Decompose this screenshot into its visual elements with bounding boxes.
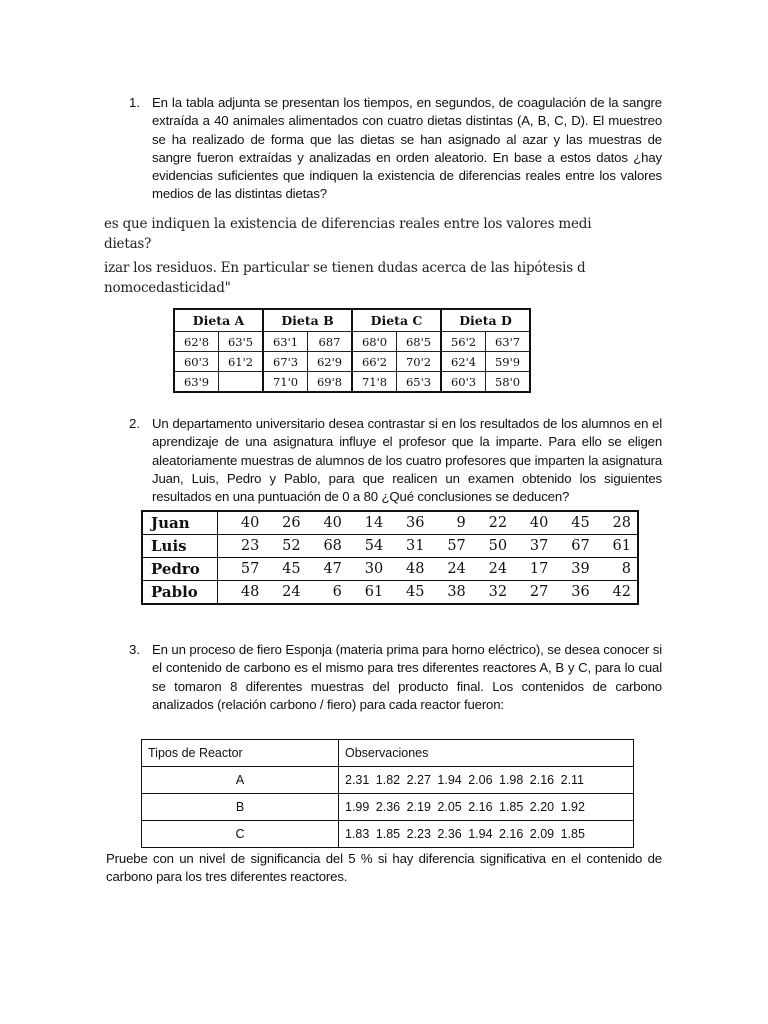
score-cell: 48 [383,558,424,581]
score-cell: 17 [507,558,548,581]
dietas-cell: 69'8 [308,372,353,393]
reactor-label: C [142,821,339,848]
dietas-cell [219,372,264,393]
score-cell: 22 [466,511,507,535]
score-cell: 36 [571,584,590,600]
profesor-name: Pedro [142,558,218,581]
score-cell: 31 [383,535,424,558]
score-cell: 26 [259,511,300,535]
score-cell: 24 [466,558,507,581]
score-cell: 45 [406,584,425,600]
profesor-row [142,581,638,605]
dietas-cell: 62'8 [174,332,219,352]
question-1-text: En la tabla adjunta se presentan los tiempos, en segundos, de coagulación de la sangre extraída a 40 animales alimentados con cuatro dietas distintas (A, B, C, D). El muestreo se ha realizado de forma que las dietas se han asignado al azar y las muestras de sangre fueron extraídas y analizadas en orden aleatorio. En base a estos datos ¿hay evidencias suficientes que indiquen la existencia de diferencias reales entre los valores medios de las distintas dietas? [152,95,662,202]
score-cell: 37 [507,535,548,558]
profesores-table [141,510,639,605]
dietas-cell: 62'9 [308,352,353,372]
scanned-fragment-line-2: dietas? [104,236,152,252]
score-cell: 30 [342,558,383,581]
score-cell: 52 [259,535,300,558]
dietas-cell: 60'3 [441,372,486,393]
profesor-name: Pablo [142,581,218,605]
score-cell: 48 [240,584,260,600]
score-cell: 40 [507,511,548,535]
reactor-observations: 2.31 1.82 2.27 1.94 2.06 1.98 2.16 2.11 [339,767,634,794]
scanned-fragment-line-3: izar los residuos. En particular se tienen dudas acerca de las hipótesis d [104,260,586,276]
score-cell: 28 [590,511,638,535]
question-3-text: En un proceso de fiero Esponja (materia prima para horno eléctrico), se desea conocer si el contenido de carbono es el mismo para tres diferentes reactores A, B y C, para lo cual se tomaron 8 diferentes muestras del producto final. Los contenidos de carbono analizados (relación carbono / fiero) para cada reactor fueron: [152,642,662,712]
question-2-number: 2. [129,416,140,431]
profesor-name: Juan [142,511,218,535]
reactor-row [142,821,634,848]
observations-header: Observaciones [339,740,634,767]
reactor-row [142,767,634,794]
score-cell: 8 [590,558,638,581]
dietas-cell: 61'2 [219,352,264,372]
dietas-header-row [174,309,530,332]
reactor-header-row [142,740,634,767]
reactor-label: A [142,767,339,794]
question-1-number: 1. [129,95,140,110]
score-cell: 61 [590,535,638,558]
scanned-fragment-line-1: es que indiquen la existencia de diferencias reales entre los valores medi [104,216,592,232]
reactor-table [141,739,634,848]
closing-text: Pruebe con un nivel de significancia del 5 % si hay diferencia significativa en el contenido de carbono para los tres diferentes reactores. [106,851,662,885]
score-cell: 45 [548,511,589,535]
profesor-row [142,558,638,581]
dietas-table [173,308,531,393]
dieta-b-header: Dieta B [263,309,352,332]
dietas-row [174,332,530,352]
dietas-cell: 58'0 [486,372,531,393]
score-cell: 24 [282,584,301,600]
dietas-cell: 66'2 [352,352,397,372]
dietas-cell: 62'4 [441,352,486,372]
score-cell: 6 [332,584,342,600]
profesor-name: Luis [142,535,218,558]
dietas-cell: 71'0 [263,372,308,393]
dieta-d-header: Dieta D [441,309,530,332]
score-cell: 40 [218,511,260,535]
score-cell: 9 [424,511,465,535]
dietas-cell: 687 [308,332,353,352]
reactor-row [142,794,634,821]
dieta-c-header: Dieta C [352,309,441,332]
score-cell: 27 [529,584,549,600]
dieta-a-header: Dieta A [174,309,263,332]
dietas-cell: 67'3 [263,352,308,372]
dietas-row [174,372,530,393]
dietas-cell: 56'2 [441,332,486,352]
score-cell: 67 [548,535,589,558]
score-cell: 14 [342,511,383,535]
scanned-fragment-line-4: nomocedasticidad" [104,280,231,296]
score-cell: 40 [301,511,342,535]
profesor-row [142,511,638,535]
question-3-number: 3. [129,642,140,657]
score-cell: 23 [218,535,260,558]
dietas-row [174,352,530,372]
reactor-label: B [142,794,339,821]
reactor-observations: 1.99 2.36 2.19 2.05 2.16 1.85 2.20 1.92 [339,794,634,821]
score-cell: 42 [612,584,631,600]
dietas-cell: 68'5 [397,332,442,352]
score-cell: 57 [424,535,465,558]
dietas-cell: 71'8 [352,372,397,393]
reactor-type-header: Tipos de Reactor [142,740,339,767]
dietas-cell: 63'7 [486,332,531,352]
score-cell: 68 [301,535,342,558]
dietas-cell: 63'9 [174,372,219,393]
score-cell: 32 [488,584,508,600]
score-cell: 45 [259,558,300,581]
score-cell: 47 [301,558,342,581]
dietas-cell: 60'3 [174,352,219,372]
dietas-cell: 59'9 [486,352,531,372]
reactor-observations: 1.83 1.85 2.23 2.36 1.94 2.16 2.09 1.85 [339,821,634,848]
dietas-cell: 63'5 [219,332,264,352]
score-cell: 50 [466,535,507,558]
dietas-cell: 68'0 [352,332,397,352]
score-cell: 38 [447,584,466,600]
dietas-cell: 63'1 [263,332,308,352]
score-cell: 36 [383,511,424,535]
score-cell: 61 [364,584,384,600]
dietas-cell: 70'2 [397,352,442,372]
score-cell: 57 [218,558,260,581]
dietas-cell: 65'3 [397,372,442,393]
question-2-text: Un departamento universitario desea contrastar si en los resultados de los alumnos en el aprendizaje de una asignatura influye el profesor que la imparte. Para ello se eligen aleatoriamente muestras de alumnos de los cuatro profesores que imparten la asignatura Juan, Luis, Pedro y Pablo, para que realicen un examen obtenido los siguientes resultados en una puntuación de 0 a 80 ¿Qué conclusiones se deducen? [152,416,662,505]
score-cell: 39 [548,558,589,581]
score-cell: 54 [342,535,383,558]
score-cell: 24 [424,558,465,581]
profesor-row [142,535,638,558]
